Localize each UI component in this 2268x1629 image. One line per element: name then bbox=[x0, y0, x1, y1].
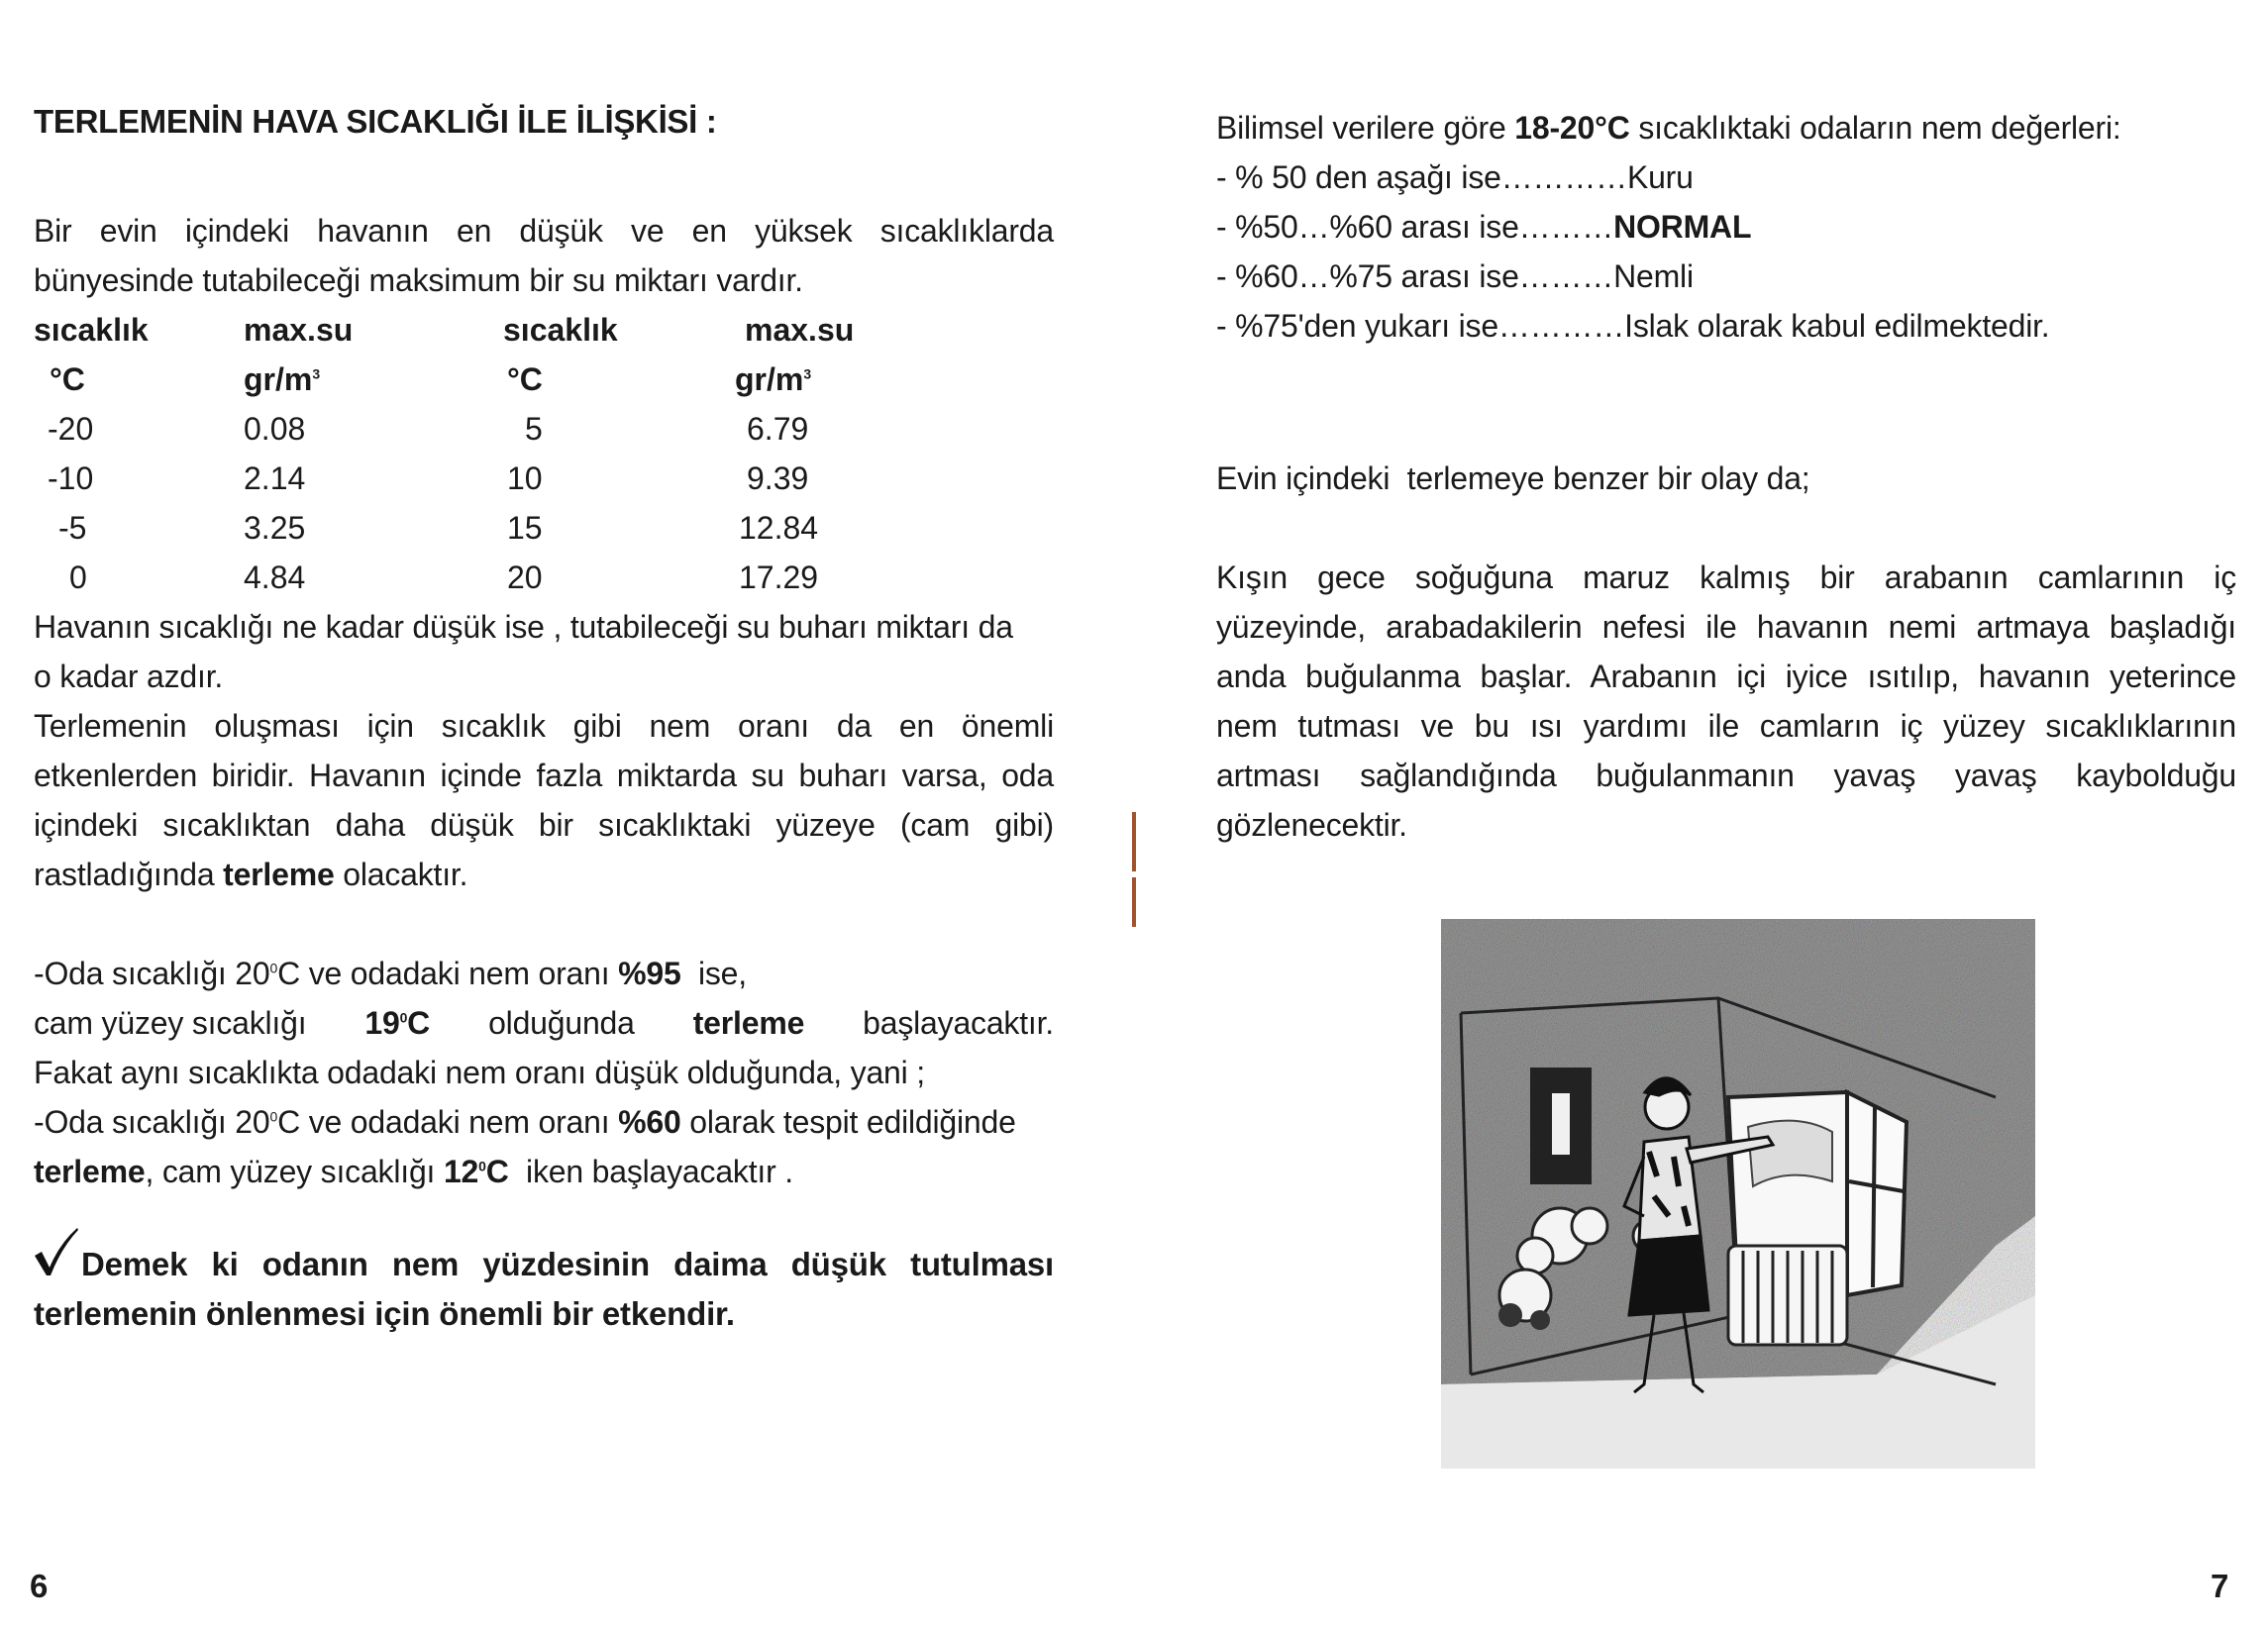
table-cell: 9.39 bbox=[747, 460, 809, 496]
humidity-item-humid bbox=[1216, 252, 1694, 301]
degree-sup: 0 bbox=[399, 1009, 408, 1026]
table-unit-water bbox=[244, 355, 353, 404]
table-unit-water bbox=[711, 355, 854, 404]
table-cell: 17.29 bbox=[739, 560, 819, 595]
table-header-temp: sıcaklık bbox=[503, 312, 618, 348]
temp-19 bbox=[364, 998, 430, 1048]
temp-19-unit: C bbox=[407, 1005, 431, 1041]
page-number-right: 7 bbox=[2211, 1568, 2229, 1604]
table-cell: 12.84 bbox=[739, 510, 819, 546]
humidity-range: - % 50 den aşağı ise………… bbox=[1216, 159, 1627, 195]
conclusion-line-1: Demek ki odanın nem yüzdesinin daima düşük tutulması bbox=[81, 1246, 1054, 1282]
humidity-value: NORMAL bbox=[1613, 209, 1752, 245]
car-line-1: Kışın gece soğuğuna maruz kalmış bir arabanın camlarının iç bbox=[1216, 560, 2236, 595]
table-cell: 15 bbox=[507, 510, 543, 546]
table-col-water-2 bbox=[711, 305, 854, 602]
text-span: , cam yüzey sıcaklığı bbox=[145, 1154, 444, 1189]
humidity-intro bbox=[1216, 103, 2121, 153]
unit-text: gr/m bbox=[735, 361, 804, 397]
humidity-item-dry bbox=[1216, 153, 1694, 202]
humidity-range: - %60…%75 arası ise……… bbox=[1216, 258, 1614, 294]
table-cell: 0.08 bbox=[244, 411, 306, 447]
section-title: TERLEMENİN HAVA SICAKLIĞI İLE İLİŞKİSİ : bbox=[34, 103, 717, 140]
text-span: olarak tespit edildiğinde bbox=[680, 1104, 1016, 1140]
table-unit-temp: °C bbox=[50, 361, 85, 397]
table-cell: 6.79 bbox=[747, 411, 809, 447]
unit-text: gr/m bbox=[244, 361, 313, 397]
degree-sup: 0 bbox=[269, 1108, 278, 1125]
para2-line-2: etkenlerden biridir. Havanın içinde fazla miktarda su buharı varsa, oda bbox=[34, 758, 1054, 793]
table-cell: -20 bbox=[48, 411, 94, 447]
table-cell: -5 bbox=[58, 510, 87, 546]
humidity-item-wet bbox=[1216, 301, 2050, 351]
para2-line-4 bbox=[34, 850, 467, 899]
humidity-range: - %50…%60 arası ise……… bbox=[1216, 209, 1614, 245]
intro-line-2: bünyesinde tutabileceği maksimum bir su miktarı vardır. bbox=[34, 262, 803, 298]
degree-sup: 0 bbox=[478, 1158, 486, 1174]
table-col-temp-2 bbox=[503, 305, 618, 602]
text-span: ise, bbox=[680, 956, 747, 991]
example2-line-1 bbox=[34, 1097, 1016, 1147]
table-cell: 10 bbox=[507, 460, 543, 496]
car-line-2: yüzeyinde, arabadakilerin nefesi ile havanın nemi artmaya başladığı bbox=[1216, 609, 2236, 645]
text-span: olduğunda bbox=[488, 1005, 635, 1041]
car-line-6: gözlenecektir. bbox=[1216, 807, 1407, 843]
car-line-3: anda buğulanma başlar. Arabanın içi iyice ısıtılıp, havanın yeterince bbox=[1216, 659, 2236, 694]
temp-range: 18-20°C bbox=[1514, 110, 1630, 146]
example1-line-3: Fakat aynı sıcaklıkta odadaki nem oranı düşük olduğunda, yani ; bbox=[34, 1055, 925, 1090]
humidity-95: %95 bbox=[618, 956, 681, 991]
example1-line-1 bbox=[34, 949, 747, 998]
similar-event-line: Evin içindeki terlemeye benzer bir olay da; bbox=[1216, 460, 1810, 496]
text-span: iken başlayacaktır . bbox=[508, 1154, 793, 1189]
table-cell: 5 bbox=[525, 411, 543, 447]
unit-sup: 3 bbox=[312, 365, 321, 382]
temp-19-value: 19 bbox=[364, 1005, 400, 1041]
table-cell: 3.25 bbox=[244, 510, 306, 546]
car-line-4: nem tutması ve bu ısı yardımı ile camların iç yüzey sıcaklıklarının bbox=[1216, 708, 2236, 744]
condensation-illustration bbox=[1441, 919, 2035, 1469]
table-header-water: max.su bbox=[244, 312, 354, 348]
example2-line-2 bbox=[34, 1147, 793, 1196]
text-span: olacaktır. bbox=[334, 857, 468, 892]
text-span: cam yüzey sıcaklığı bbox=[34, 1005, 307, 1041]
temp-12-unit: C bbox=[485, 1154, 509, 1189]
table-header-water: max.su bbox=[745, 312, 855, 348]
table-cell: 2.14 bbox=[244, 460, 306, 496]
checkmark-icon bbox=[32, 1226, 79, 1277]
text-span: Bilimsel verilere göre bbox=[1216, 110, 1515, 146]
intro-line-1: Bir evin içindeki havanın en düşük ve en yüksek sıcaklıklarda bbox=[34, 213, 1054, 249]
humidity-value: Kuru bbox=[1626, 159, 1694, 195]
table-cell: 0 bbox=[69, 560, 87, 595]
page-number-left: 6 bbox=[30, 1568, 49, 1604]
humidity-value: Islak olarak kabul edilmektedir. bbox=[1624, 308, 2050, 344]
table-header-temp: sıcaklık bbox=[34, 312, 149, 348]
temp-12-value: 12 bbox=[443, 1154, 479, 1189]
car-line-5: artması sağlandığında buğulanmanın yavaş yavaş kaybolduğu bbox=[1216, 758, 2236, 793]
table-cell: 4.84 bbox=[244, 560, 306, 595]
degree-sup: 0 bbox=[269, 960, 278, 976]
para1-line-1: Havanın sıcaklığı ne kadar düşük ise , tutabileceği su buharı miktarı da bbox=[34, 609, 1013, 645]
terleme-bold: terleme bbox=[34, 1154, 146, 1189]
text-span: -Oda sıcaklığı 20 bbox=[34, 1104, 270, 1140]
capacity-table bbox=[34, 305, 1054, 602]
para2-line-1: Terlemenin oluşması için sıcaklık gibi nem oranı da en önemli bbox=[34, 708, 1054, 744]
para2-line-3: içindeki sıcaklıktan daha düşük bir sıcaklıktaki yüzeye (cam gibi) bbox=[34, 807, 1054, 843]
text-span: C ve odadaki nem oranı bbox=[277, 1104, 619, 1140]
terleme-bold: terleme bbox=[692, 1005, 805, 1041]
table-cell: 20 bbox=[507, 560, 543, 595]
text-span: -Oda sıcaklığı 20 bbox=[34, 956, 270, 991]
text-span: C ve odadaki nem oranı bbox=[277, 956, 619, 991]
text-span: sıcaklıktaki odaların nem değerleri: bbox=[1629, 110, 2121, 146]
table-col-water-1 bbox=[244, 305, 353, 602]
humidity-item-normal bbox=[1216, 202, 1751, 252]
humidity-value: Nemli bbox=[1613, 258, 1694, 294]
humidity-range: - %75'den yukarı ise………… bbox=[1216, 308, 1625, 344]
text-span: rastladığında bbox=[34, 857, 224, 892]
example1-line-2 bbox=[34, 998, 1054, 1048]
conclusion-line-2: terlemenin önlenmesi için önemli bir etkendir. bbox=[34, 1295, 735, 1332]
humidity-60: %60 bbox=[618, 1104, 681, 1140]
table-unit-temp: °C bbox=[507, 361, 543, 397]
unit-sup: 3 bbox=[803, 365, 812, 382]
table-col-temp-1 bbox=[34, 305, 149, 602]
table-cell: -10 bbox=[48, 460, 94, 496]
para1-line-2: o kadar azdır. bbox=[34, 659, 224, 694]
terleme-bold: terleme bbox=[223, 857, 335, 892]
temp-12 bbox=[444, 1154, 509, 1189]
text-span: başlayacaktır. bbox=[863, 1005, 1054, 1041]
